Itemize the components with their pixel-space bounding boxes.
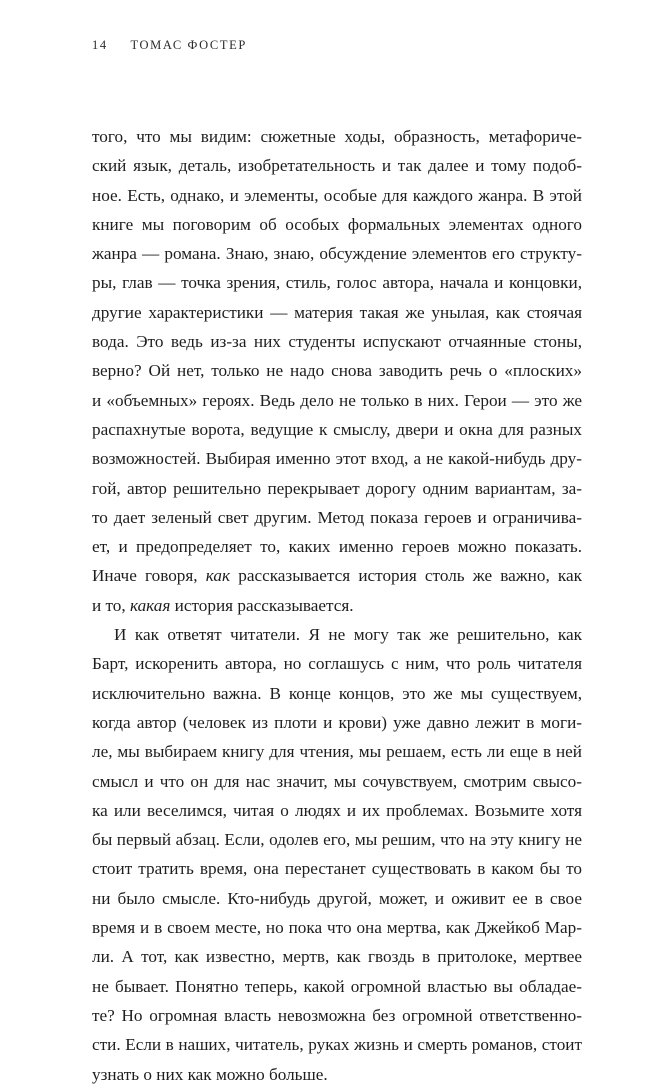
- text-line: ное. Есть, однако, и элементы, особые для каждого жанра. В этой: [92, 185, 582, 205]
- text-line: бы первый абзац. Если, одолев его, мы решим, что на эту книгу не: [92, 830, 582, 850]
- text-line: ка или веселимся, читая о людях и их проблемах. Возьмите хотя: [92, 800, 582, 820]
- text-line: распахнутые ворота, ведущие к смыслу, двери и окна для разных: [92, 419, 582, 439]
- text-line: и «объемных» героях. Ведь дело не только в них. Герои — это же: [92, 390, 582, 410]
- text-line: жанра — романа. Знаю, знаю, обсуждение элементов его структу-: [92, 244, 582, 264]
- text-segment: Иначе говоря,: [92, 566, 206, 586]
- text-line: ет, и предопределяет то, каких именно героев можно показать.: [92, 537, 582, 557]
- italic-word: как: [205, 566, 231, 586]
- text-line: ры, глав — точка зрения, стиль, голос автора, начала и концовки,: [92, 273, 582, 293]
- text-line: вода. Это ведь из-за них студенты испускают отчаянные стоны,: [92, 332, 582, 352]
- text-line: Барт, искоренить автора, но соглашусь с ним, что роль читателя: [92, 654, 582, 674]
- text-line: ле, мы выбираем книгу для чтения, мы решаем, есть ли еще в ней: [92, 742, 582, 762]
- text-line: то дает зеленый свет другим. Метод показа героев и ограничива-: [92, 507, 582, 527]
- text-line: сти. Если в наших, читатель, руках жизнь и смерть романов, стоит: [92, 1035, 582, 1055]
- text-line: ский язык, деталь, изобретательность и так далее и тому подоб-: [92, 156, 582, 176]
- text-line: книге мы поговорим об особых формальных элементах одного: [92, 214, 582, 234]
- page-number: 14: [92, 38, 108, 52]
- text-line: стоит тратить время, она перестанет существовать в каком бы то: [92, 859, 582, 879]
- text-line: смысл и что он для нас значит, мы сочувствуем, смотрим свысо-: [92, 771, 582, 791]
- text-segment: рассказывается история столь же важно, как: [230, 566, 582, 586]
- text-line: верно? Ой нет, только не надо снова заводить речь о «плоских»: [92, 361, 582, 381]
- text-line: того, что мы видим: сюжетные ходы, образность, метафориче-: [92, 127, 582, 146]
- italic-word: какая: [129, 595, 171, 615]
- text-line-with-italic: [92, 561, 582, 590]
- paragraph: [92, 122, 582, 620]
- text-line: гой, автор решительно перекрывает дорогу одним вариантам, за-: [92, 478, 582, 498]
- body-text: [92, 122, 582, 1089]
- text-line: возможностей. Выбирая именно этот вход, а не какой-нибудь дру-: [92, 449, 582, 469]
- text-line: И как ответят читатели. Я не могу так же решительно, как: [114, 625, 582, 645]
- text-line-with-italic: [92, 591, 582, 620]
- text-line: те? Но огромная власть невозможна без огромной ответственно-: [92, 1005, 582, 1025]
- text-line: узнать о них как можно больше.: [92, 1064, 328, 1084]
- text-line: ли. А тот, как известно, мертв, как гвоздь в притолоке, мертвее: [92, 947, 582, 967]
- running-header: [92, 38, 247, 53]
- text-line: время и в своем месте, но пока что она мертва, как Джейкоб Мар-: [92, 918, 582, 938]
- text-line: не бывает. Понятно теперь, какой огромной властью вы обладае-: [92, 976, 582, 996]
- paragraph: [92, 620, 582, 1089]
- running-title: ТОМАС ФОСТЕР: [130, 38, 247, 52]
- text-line: когда автор (человек из плоти и крови) уже давно лежит в моги-: [92, 712, 582, 732]
- text-segment: и то,: [92, 595, 130, 615]
- text-line: ни было смысле. Кто-нибудь другой, может, и оживит ее в свое: [92, 888, 582, 908]
- text-line: исключительно важна. В конце концов, это же мы существуем,: [92, 683, 582, 703]
- text-line: другие характеристики — материя такая же унылая, как стоячая: [92, 302, 582, 322]
- text-segment: история рассказывается.: [170, 595, 354, 615]
